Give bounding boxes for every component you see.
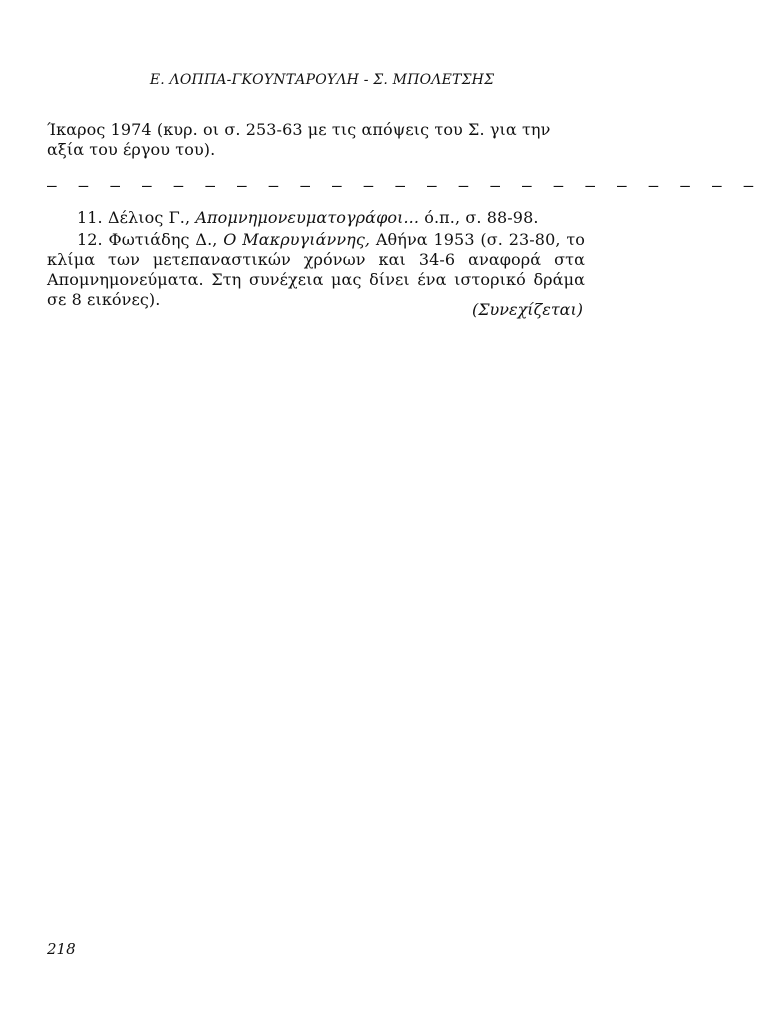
footnote-12	[47, 230, 585, 310]
footnote-12-number: 12.	[77, 230, 103, 249]
continued-note: (Συνεχίζεται)	[472, 300, 583, 319]
footnote-11-number: 11.	[77, 208, 103, 227]
footnote-12-title: Ο Μακρυγιάννης,	[223, 230, 371, 249]
footnote-11-rest: ό.π., σ. 88-98.	[424, 208, 539, 227]
paragraph-continuation: Ίκαρος 1974 (κυρ. οι σ. 253-63 με τις απόψεις του Σ. για την αξία του έργου του).	[47, 120, 551, 159]
footnote-11-title: Απομνημονευματογράφοι...	[195, 208, 420, 227]
footnote-11-author: Δέλιος Γ.,	[107, 208, 191, 227]
page-number: 218	[47, 940, 76, 958]
footnote-12-rest: Αθήνα 1953 (σ. 23-80, το κλίμα των μετεπαναστικών χρόνων και 34-6 αναφορά στα Απομνημονεύματα. Στη συνέχεια μας δίνει ένα ιστορικό δράμα σε 8 εικόνες).	[47, 230, 586, 309]
running-header: Ε. ΛΟΠΠΑ-ΓΚΟΥΝΤΑΡΟΥΛΗ - Σ. ΜΠΟΛΕΤΣΗΣ	[149, 72, 495, 88]
footnote-11	[47, 208, 585, 228]
footnote-12-author: Φωτιάδης Δ.,	[108, 230, 218, 249]
continued-note-line	[47, 300, 583, 319]
footnote-separator: — — — — — — — — — — — — — — — — — — — — — — —	[47, 176, 759, 195]
